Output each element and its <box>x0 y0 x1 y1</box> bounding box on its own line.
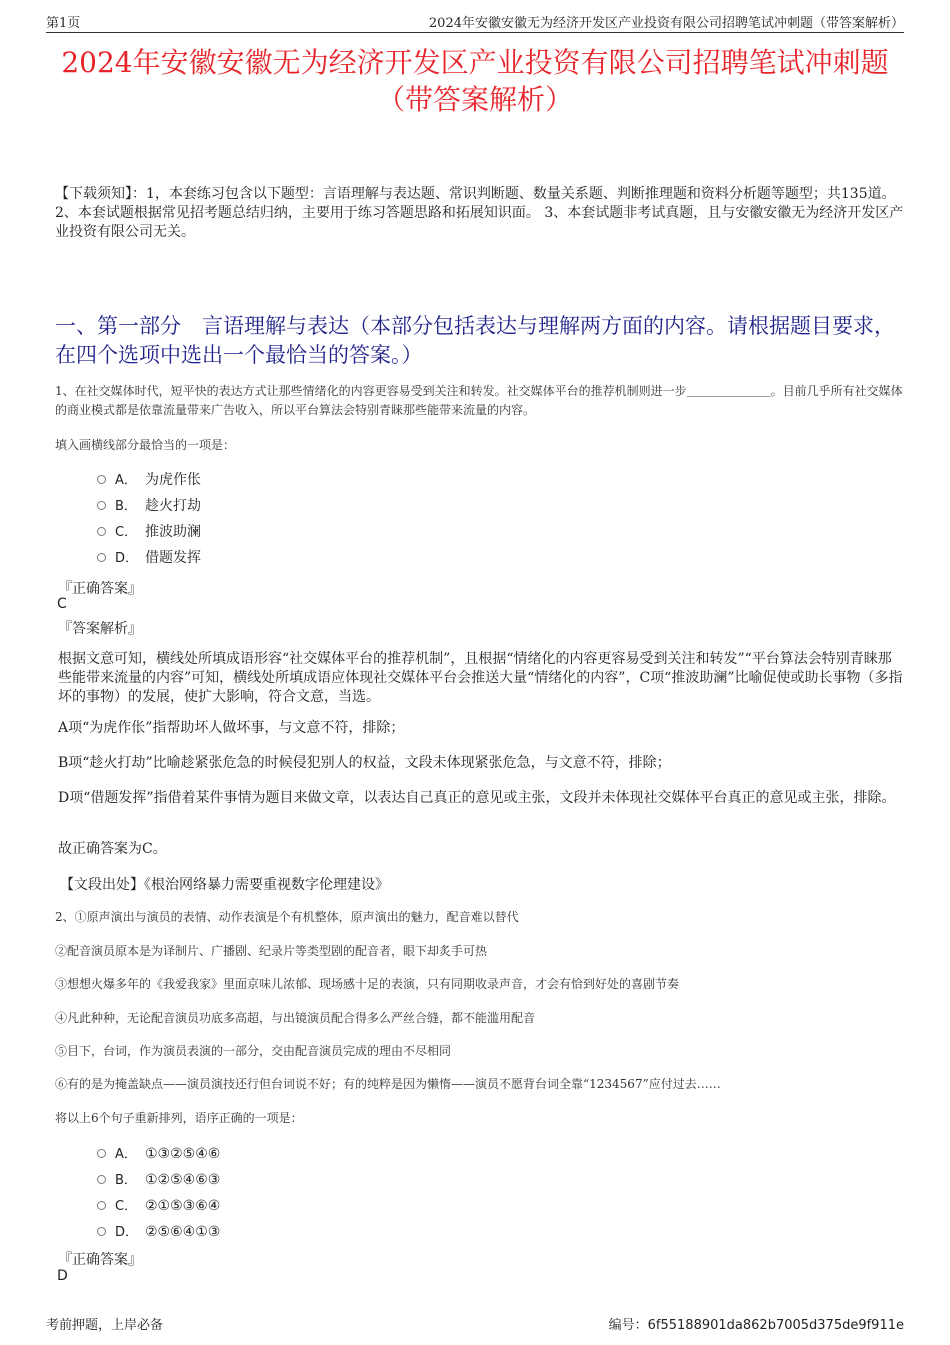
q2-option-a[interactable] <box>97 1144 220 1164</box>
option-key: B． <box>115 499 137 514</box>
radio-icon[interactable] <box>97 1149 106 1158</box>
q1-analysis-b: B项“趁火打劫”比喻趁紧张危急的时候侵犯别人的权益，文段未体现紧张危急，与文意不符，排除； <box>58 755 671 771</box>
footer-code-value: 6f55188901da862b7005d375de9f911e <box>647 1318 904 1333</box>
option-key: D． <box>115 1225 139 1240</box>
option-key: C． <box>115 1199 138 1214</box>
option-key: A． <box>115 473 137 488</box>
q2-option-b[interactable] <box>97 1170 220 1190</box>
q1-option-d[interactable] <box>97 548 201 568</box>
q1-option-b[interactable] <box>97 496 201 516</box>
running-header-title: 2024年安徽安徽无为经济开发区产业投资有限公司招聘笔试冲刺题（带答案解析） <box>428 16 904 31</box>
page-number: 第1页 <box>46 16 81 31</box>
radio-icon[interactable] <box>97 475 106 484</box>
footer-code-label: 编号： <box>608 1318 648 1333</box>
option-key: A． <box>115 1147 137 1162</box>
radio-icon[interactable] <box>97 527 106 536</box>
option-text: ②①⑤③⑥④ <box>145 1198 221 1214</box>
q2-sentence-5: ⑤目下，台词，作为演员表演的一部分，交由配音演员完成的理由不尽相同 <box>55 1044 452 1058</box>
q1-source: 【文段出处】《根治网络暴力需要重视数字伦理建设》 <box>60 877 389 893</box>
option-text: ①②⑤④⑥③ <box>145 1172 221 1188</box>
option-text: 借题发挥 <box>145 550 201 566</box>
radio-icon[interactable] <box>97 553 106 562</box>
q1-analysis-a: A项“为虎作伥”指帮助坏人做坏事，与文意不符，排除； <box>58 720 405 736</box>
option-text: 趁火打劫 <box>145 498 201 514</box>
option-text: 为虎作伥 <box>145 472 201 488</box>
q1-analysis-main: 根据文意可知，横线处所填成语形容“社交媒体平台的推荐机制”，且根据“情绪化的内容更容易受到关注和转发”“平台算法会特别青睐那些能带来流量的内容”可知，横线处所填成语应体现社交媒体平台会推送大量“情绪化的内容”，C项“推波助澜”比喻促使或助长事物（多指坏的事物）的发展，使扩大影响，符合文意，当选。 <box>58 651 903 705</box>
option-text: 推波助澜 <box>145 524 201 540</box>
q2-sentence-3: ③想想火爆多年的《我爱我家》里面京味儿浓郁、现场感十足的表演，只有同期收录声音，才会有恰到好处的喜剧节奏 <box>55 977 680 991</box>
q1-analysis-d: D项“借题发挥”指借着某件事情为题目来做文章，以表达自己真正的意见或主张，文段并未体现社交媒体平台真正的意见或主张，排除。 <box>58 790 896 806</box>
q1-analysis-label: 『答案解析』 <box>58 621 142 637</box>
q2-sentence-4: ④凡此种种，无论配音演员功底多高超，与出镜演员配合得多么严丝合缝，都不能滥用配音 <box>55 1011 536 1025</box>
download-notice: 【下载须知】：1，本套练习包含以下题型：言语理解与表达题、常识判断题、数量关系题、判断推理题和资料分析题等题型；共135道。 2、本套试题根据常见招考题总结归纳，主要用于练习答题思路和拓展知识面。 3、本套试题非考试真题，且与安徽安徽无为经济开发区产业投资有限公司无关。 <box>55 186 904 240</box>
question-1-prompt: 填入画横线部分最恰当的一项是： <box>55 438 236 452</box>
question-2-prompt: 将以上6个句子重新排列，语序正确的一项是： <box>55 1111 303 1125</box>
document-title: 2024年安徽安徽无为经济开发区产业投资有限公司招聘笔试冲刺题（带答案解析） <box>61 46 889 116</box>
header-divider <box>46 32 904 33</box>
option-key: C． <box>115 525 138 540</box>
q1-option-c[interactable] <box>97 522 201 542</box>
q2-sentence-6: ⑥有的是为掩盖缺点——演员演技还行但台词说不好；有的纯粹是因为懒惰——演员不愿背台词全靠“1234567”应付过去…… <box>55 1077 721 1091</box>
question-1-stem: 1、在社交媒体时代，短平快的表达方式让那些情绪化的内容更容易受到关注和转发。社交媒体平台的推荐机制则进一步＿＿＿＿＿＿＿。目前几乎所有社交媒体的商业模式都是依靠流量带来广告收入，所以平台算法会特别青睐那些能带来流量的内容。 <box>55 384 903 417</box>
radio-icon[interactable] <box>97 1227 106 1236</box>
q1-answer: C <box>57 596 67 612</box>
option-key: B． <box>115 1173 137 1188</box>
radio-icon[interactable] <box>97 1175 106 1184</box>
q2-answer: D <box>57 1268 68 1284</box>
option-key: D． <box>115 551 139 566</box>
q2-answer-label: 『正确答案』 <box>58 1252 142 1268</box>
q2-sentence-1: 2、①原声演出与演员的表情、动作表演是个有机整体，原声演出的魅力，配音难以替代 <box>55 910 519 924</box>
option-text: ①③②⑤④⑥ <box>145 1146 221 1162</box>
q2-option-c[interactable] <box>97 1196 220 1216</box>
radio-icon[interactable] <box>97 501 106 510</box>
radio-icon[interactable] <box>97 1201 106 1210</box>
q1-answer-label: 『正确答案』 <box>58 581 142 597</box>
section-heading: 一、第一部分 言语理解与表达（本部分包括表达与理解两方面的内容。请根据题目要求，在四个选项中选出一个最恰当的答案。） <box>55 314 895 367</box>
option-text: ②⑤⑥④①③ <box>145 1224 221 1240</box>
q1-option-a[interactable] <box>97 470 201 490</box>
q1-analysis-conclusion: 故正确答案为C。 <box>58 841 167 857</box>
q2-sentence-2: ②配音演员原本是为译制片、广播剧、纪录片等类型剧的配音者，眼下却炙手可热 <box>55 944 488 958</box>
footer-code <box>609 1314 904 1333</box>
footer-slogan: 考前押题，上岸必备 <box>46 1318 164 1333</box>
q2-option-d[interactable] <box>97 1222 220 1242</box>
